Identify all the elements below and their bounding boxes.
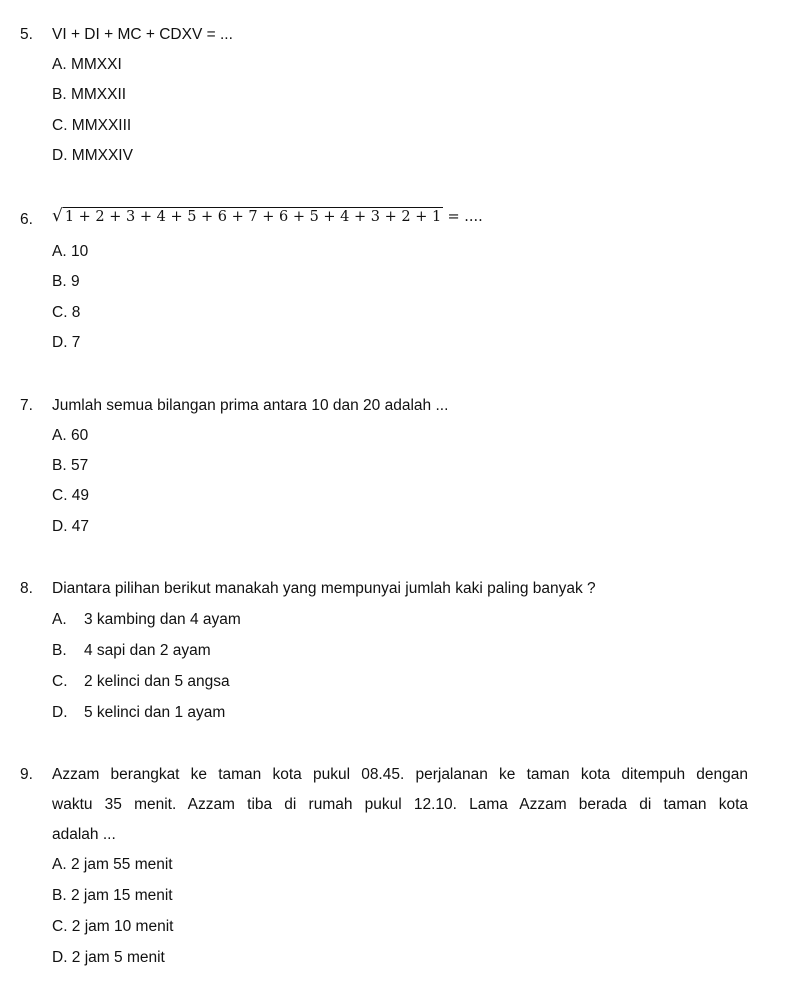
radicand: 1 + 2 + 3 + 4 + 5 + 6 + 7 + 6 + 5 + 4 + 3 + 2 + 1	[64, 209, 442, 225]
option-letter: A.	[52, 611, 67, 628]
option-a	[52, 611, 241, 629]
question-stem: Jumlah semua bilangan prima antara 10 dan 20 adalah ...	[52, 397, 449, 414]
option-letter: B.	[52, 642, 67, 659]
equals-suffix: = ....	[447, 209, 483, 225]
question-stem-line-3: adalah ...	[52, 826, 116, 843]
option-text: 5 kelinci dan 1 ayam	[84, 704, 226, 721]
option-d: D. 2 jam 5 menit	[52, 949, 165, 966]
question-number: 5.	[20, 26, 33, 43]
option-letter: D.	[52, 704, 68, 721]
question-stem: Diantara pilihan berikut manakah yang mempunyai jumlah kaki paling banyak ?	[52, 580, 596, 597]
question-stem: VI + DI + MC + CDXV = ...	[52, 26, 233, 43]
option-letter: C.	[52, 673, 68, 690]
question-stem	[52, 206, 483, 226]
option-b: B. MMXXII	[52, 86, 127, 103]
option-b	[52, 642, 211, 660]
option-c	[52, 673, 230, 691]
option-text: 2 kelinci dan 5 angsa	[84, 673, 230, 690]
option-c: C. MMXXIII	[52, 117, 132, 134]
option-c: C. 2 jam 10 menit	[52, 918, 174, 935]
option-b: B. 57	[52, 457, 89, 474]
option-d: D. 7	[52, 334, 81, 351]
square-root-expression	[52, 206, 443, 226]
option-d	[52, 704, 225, 722]
option-text: 4 sapi dan 2 ayam	[84, 642, 211, 659]
option-b: B. 2 jam 15 menit	[52, 887, 173, 904]
question-number: 7.	[20, 397, 33, 414]
option-b: B. 9	[52, 273, 80, 290]
option-a: A. 10	[52, 243, 89, 260]
question-number: 8.	[20, 580, 33, 597]
option-d: D. MMXXIV	[52, 147, 133, 164]
radical-sign-icon: √	[52, 206, 63, 226]
question-number: 9.	[20, 766, 33, 783]
option-c: C. 8	[52, 304, 81, 321]
option-a: A. 2 jam 55 menit	[52, 856, 173, 873]
question-number: 6.	[20, 211, 33, 228]
question-stem-line-2: waktu 35 menit. Azzam tiba di rumah pukul 12.10. Lama Azzam berada di taman kota	[52, 796, 748, 813]
question-stem-line-1: Azzam berangkat ke taman kota pukul 08.45. perjalanan ke taman kota ditempuh dengan	[52, 766, 748, 783]
option-a: A. 60	[52, 427, 89, 444]
option-text: 3 kambing dan 4 ayam	[84, 611, 241, 628]
option-d: D. 47	[52, 518, 90, 535]
option-c: C. 49	[52, 487, 90, 504]
option-a: A. MMXXI	[52, 56, 122, 73]
